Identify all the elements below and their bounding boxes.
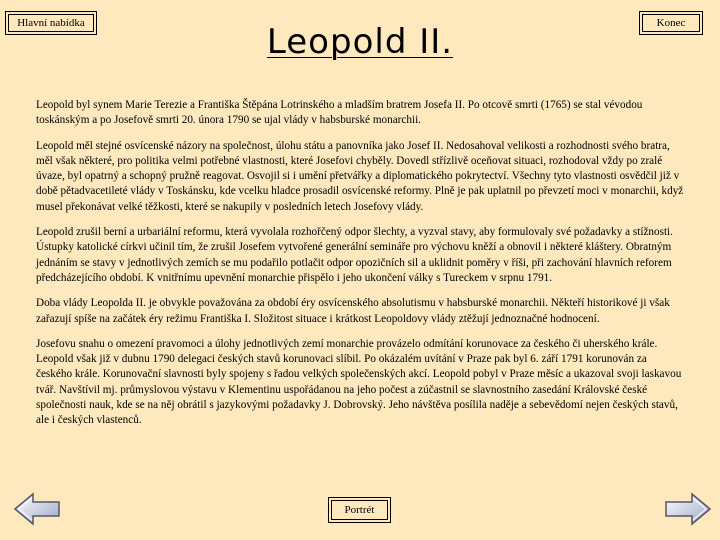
paragraph: Leopold byl synem Marie Terezie a Františka Štěpána Lotrinského a mladším bratrem Josefa II. Po otcově smrti (1765) se stal vévodou toskánským a po Josefově smrti 20. února 1790 se ujal vlády v habsburské monarchii. (36, 99, 643, 127)
left-arrow-icon[interactable] (13, 492, 61, 531)
end-button[interactable]: Konec (642, 14, 700, 32)
paragraph: Josefovu snahu o omezení pravomoci a úlohy jednotlivých zemí monarchie provázelo odmítání korunovace za českého či uherského krále. Leopold však již v dubnu 1790 delegaci českých stavů korunovaci slíbil. Po okázalém uvítání v Praze pak byl 6. září 1791 korunován za českého krále. Korunovační slavnosti byly spojeny s řadou velkých společenských akcí. Leopold pobyl v Praze měsíc a ukazoval svoji laskavou tvář. Navštívil mj. průmyslovou výstavu v Klementinu uspořádanou na jeho počest a zúčastnil se slavnostního zasedání Královské české společnosti nauk, kde se na něj obrátil s jazykovými požadavky J. Dobrovský. Jeho návštěva posílila naděje a sebevědomí nejen českých stavů, ale i českých vlastenců. (36, 337, 682, 427)
main-menu-button[interactable]: Hlavní nabídka (8, 14, 94, 32)
portrait-button[interactable]: Portrét (331, 500, 388, 520)
paragraph: Doba vlády Leopolda II. je obvykle považována za období éry osvícenského absolutismu v habsburské monarchii. Někteří historikové ji však zařazují spíše na začátek éry režimu Františka I. Složitost situace i krátkost Leopoldovy vlády ztěžují jednoznačné hodnocení. (36, 297, 670, 325)
content-text (36, 98, 684, 439)
paragraph: Leopold zrušil berní a urbariální reformu, která vyvolala rozhořčený odpor šlechty, a vyzval stavy, aby formulovaly své požadavky a stížnosti. Ústupky katolické církvi učinil tím, že zrušil Josefem vytvořené generální semináře pro výchovu kněží a obnovil i některé kláštery. Obratným jednáním se stavy v jednotlivých zemích se mu podařilo potlačit odpor opozičních sil a uklidnit poměry v říši, při zachování hlavních reforem předcházejícího období. K vnitřnímu upevnění monarchie přispělo i jeho ukončení války s Tureckem v srpnu 1791. (36, 226, 673, 284)
paragraph: Leopold měl stejné osvícenské názory na společnost, úlohu státu a panovníka jako Josef II. Nedosahoval velikosti a rozhodnosti svého bratra, měl však některé, pro politika velmi potřebné vlastnosti, které Josefovi chyběly. Dovedl střízlivě oceňovat situaci, rozhodoval vždy po zralé úvaze, byl opatrný a schopný pružně reagovat. Osvojil si i umění přetvářky a diplomatického pokrytectví. Všechny tyto vlastnosti osvědčil již v době pětadvacetileté vlády v Toskánsku, kde vcelku hladce prosadil osvícenské reformy. Plně je pak uplatnil po převzetí moci v monarchii, když musel překonávat velké těžkosti, které se nakupily v posledních letech Josefovy vlády. (36, 139, 684, 213)
page-title: Leopold II. (266, 22, 454, 62)
right-arrow-icon[interactable] (664, 492, 712, 531)
